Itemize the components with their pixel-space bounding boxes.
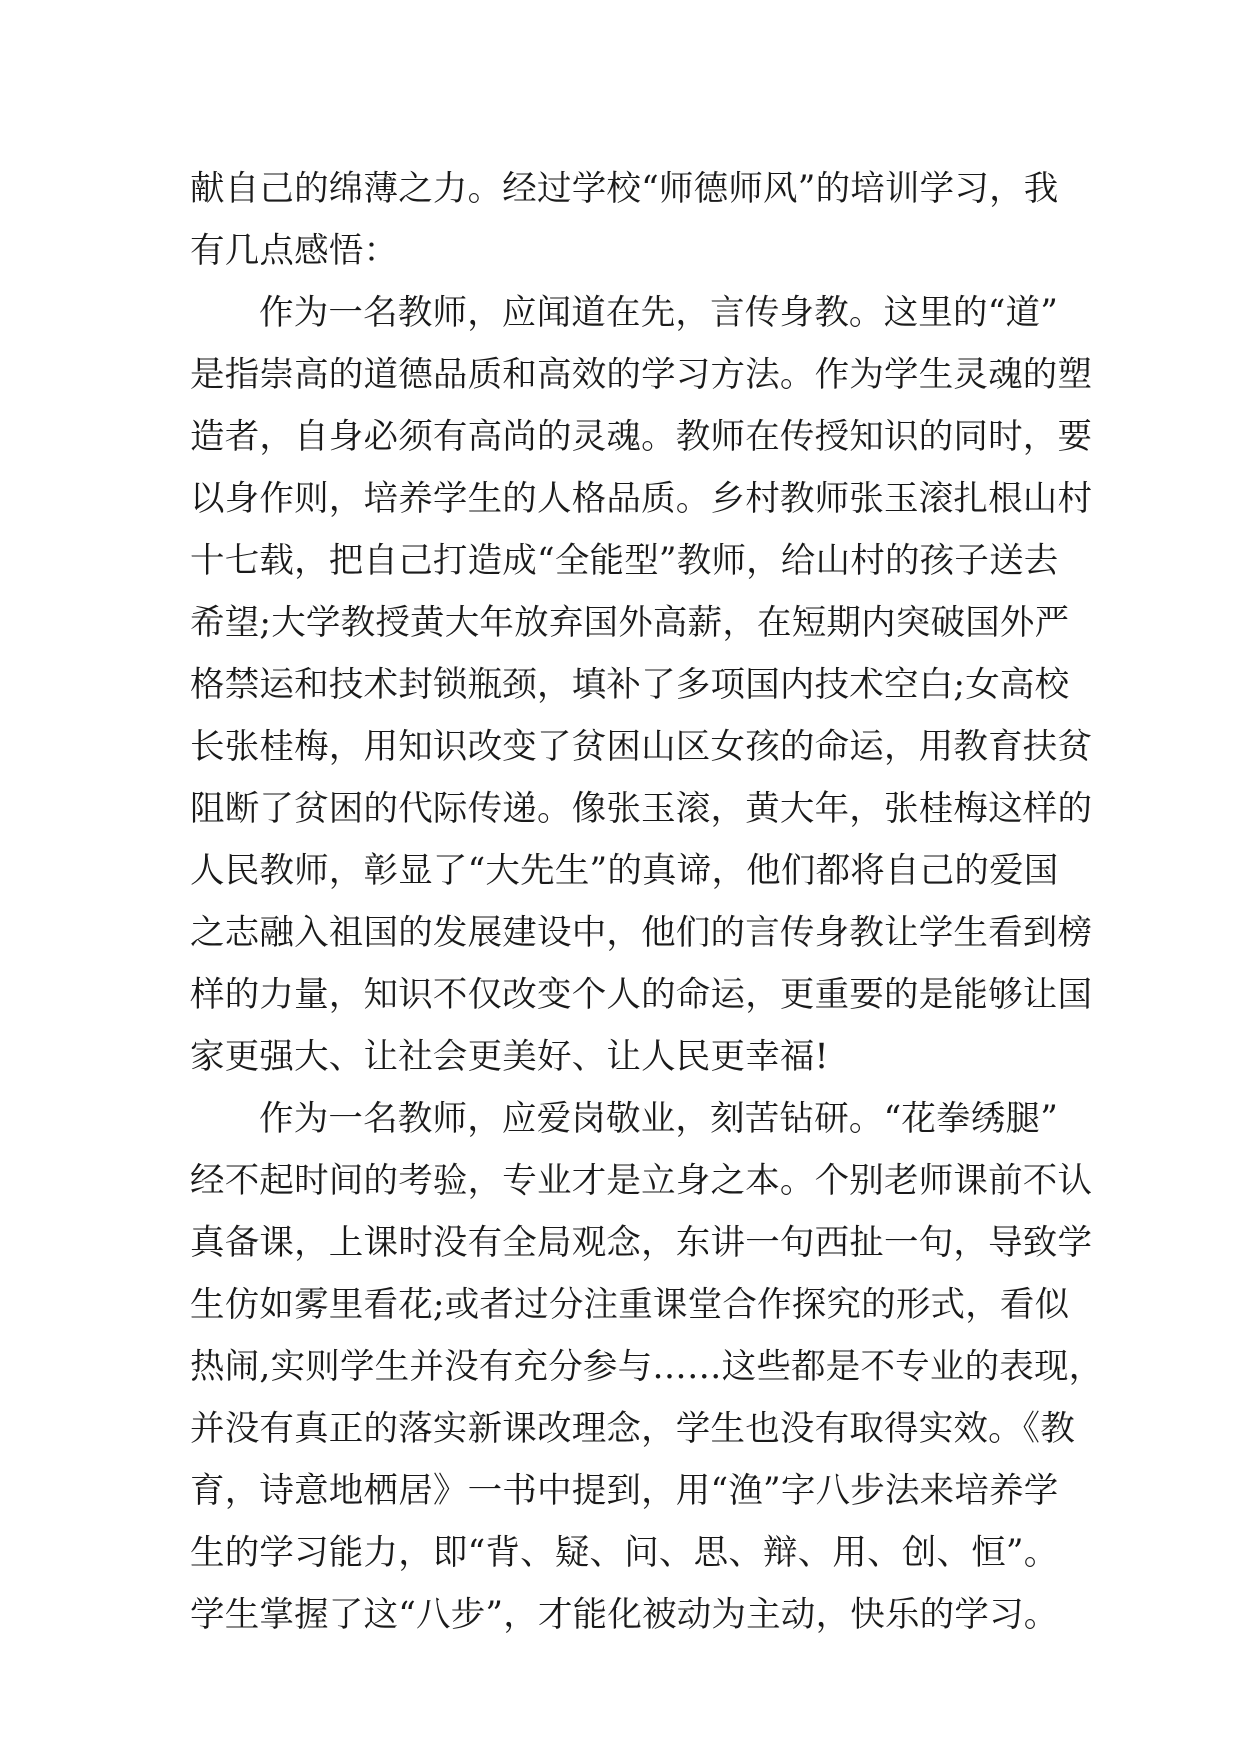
text-line: 家更强大、让社会更美好、让人民更幸福! — [190, 1037, 829, 1077]
text-line: 有几点感悟： — [190, 231, 399, 271]
text-line: 希望;大学教授黄大年放弃国外高薪，在短期内突破国外严 — [190, 603, 1070, 643]
text-line: 育，诗意地栖居》一书中提到，用“渔”字八步法来培养学 — [190, 1471, 1059, 1511]
text-line: 样的力量，知识不仅改变个人的命运，更重要的是能够让国 — [190, 975, 1093, 1015]
text-line: 造者，自身必须有高尚的灵魂。教师在传授知识的同时，要 — [190, 417, 1093, 457]
text-line: 作为一名教师，应闻道在先，言传身教。这里的“道” — [259, 293, 1059, 333]
text-line: 长张桂梅，用知识改变了贫困山区女孩的命运，用教育扶贫 — [190, 727, 1093, 767]
document-body — [190, 158, 1104, 1646]
paragraph-p2 — [190, 282, 1093, 1088]
text-line: 人民教师，彰显了“大先生”的真谛，他们都将自己的爱国 — [190, 851, 1059, 891]
text-line: 十七载，把自己打造成“全能型”教师，给山村的孩子送去 — [190, 541, 1059, 581]
text-line: 并没有真正的落实新课改理念，学生也没有取得实效。《教 — [190, 1409, 1075, 1449]
text-line: 经不起时间的考验，专业才是立身之本。个别老师课前不认 — [190, 1161, 1093, 1201]
text-line: 学生掌握了这“八步”，才能化被动为主动，快乐的学习。 — [190, 1595, 1059, 1635]
text-line: 真备课，上课时没有全局观念，东讲一句西扯一句，导致学 — [190, 1223, 1093, 1263]
paragraph-p3 — [190, 1088, 1104, 1646]
text-line: 之志融入祖国的发展建设中，他们的言传身教让学生看到榜 — [190, 913, 1093, 953]
text-line: 阻断了贫困的代际传递。像张玉滚，黄大年，张桂梅这样的 — [190, 789, 1093, 829]
text-line: 以身作则，培养学生的人格品质。乡村教师张玉滚扎根山村 — [190, 479, 1093, 519]
text-line: 热闹,实则学生并没有充分参与……这些都是不专业的表现， — [190, 1347, 1104, 1387]
text-line: 是指崇高的道德品质和高效的学习方法。作为学生灵魂的塑 — [190, 355, 1093, 395]
text-line: 生仿如雾里看花;或者过分注重课堂合作探究的形式，看似 — [190, 1285, 1070, 1325]
text-line: 作为一名教师，应爱岗敬业，刻苦钻研。“花拳绣腿” — [259, 1099, 1059, 1139]
text-line: 献自己的绵薄之力。经过学校“师德师风”的培训学习，我 — [190, 169, 1059, 209]
text-line: 格禁运和技术封锁瓶颈，填补了多项国内技术空白;女高校 — [190, 665, 1070, 705]
text-line: 生的学习能力，即“背、疑、问、思、辩、用、创、恒”。 — [190, 1533, 1059, 1573]
paragraph-p1 — [190, 158, 1059, 282]
